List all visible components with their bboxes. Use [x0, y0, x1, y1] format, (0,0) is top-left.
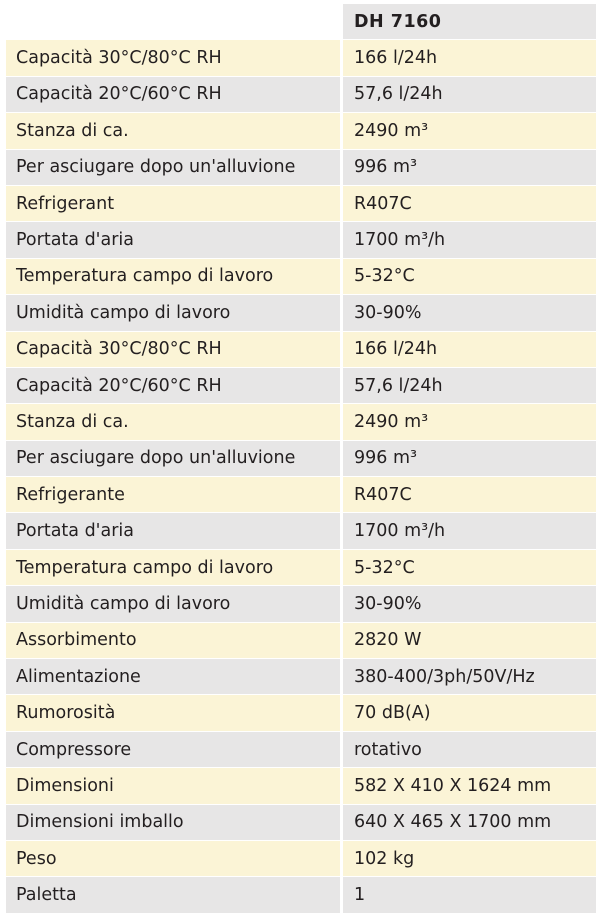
table-row	[6, 477, 596, 513]
spec-label: Stanza di ca.	[6, 404, 343, 439]
table-row	[6, 659, 596, 695]
spec-label: Dimensioni	[6, 768, 343, 803]
spec-value: 166 l/24h	[343, 332, 596, 367]
table-row	[6, 404, 596, 440]
spec-value: 996 m³	[343, 150, 596, 185]
product-name-header: DH 7160	[343, 4, 596, 39]
spec-label: Umidità campo di lavoro	[6, 295, 343, 330]
table-row	[6, 40, 596, 76]
spec-value: 640 X 465 X 1700 mm	[343, 805, 596, 840]
table-row	[6, 332, 596, 368]
spec-label: Peso	[6, 841, 343, 876]
table-row	[6, 150, 596, 186]
spec-value: R407C	[343, 186, 596, 221]
table-row	[6, 222, 596, 258]
header-empty-cell	[6, 4, 343, 39]
spec-value: R407C	[343, 477, 596, 512]
spec-value: 1700 m³/h	[343, 222, 596, 257]
spec-label: Refrigerante	[6, 477, 343, 512]
spec-label: Umidità campo di lavoro	[6, 586, 343, 621]
table-row	[6, 113, 596, 149]
spec-label: Rumorosità	[6, 695, 343, 730]
table-row	[6, 550, 596, 586]
spec-label: Paletta	[6, 877, 343, 912]
spec-label: Assorbimento	[6, 623, 343, 658]
spec-label: Temperatura campo di lavoro	[6, 259, 343, 294]
table-row	[6, 586, 596, 622]
spec-value: 2490 m³	[343, 113, 596, 148]
spec-value: 30-90%	[343, 586, 596, 621]
table-row	[6, 259, 596, 295]
table-row	[6, 441, 596, 477]
spec-value: 30-90%	[343, 295, 596, 330]
spec-value: 5-32°C	[343, 550, 596, 585]
table-row	[6, 186, 596, 222]
table-row	[6, 623, 596, 659]
spec-table	[6, 4, 596, 914]
table-row	[6, 513, 596, 549]
spec-label: Refrigerant	[6, 186, 343, 221]
spec-value: 5-32°C	[343, 259, 596, 294]
spec-label: Temperatura campo di lavoro	[6, 550, 343, 585]
table-row	[6, 841, 596, 877]
spec-value: 1	[343, 877, 596, 912]
spec-value: 582 X 410 X 1624 mm	[343, 768, 596, 803]
table-row	[6, 768, 596, 804]
table-row	[6, 805, 596, 841]
spec-label: Compressore	[6, 732, 343, 767]
spec-label: Dimensioni imballo	[6, 805, 343, 840]
spec-label: Capacità 30°C/80°C RH	[6, 332, 343, 367]
table-row	[6, 77, 596, 113]
spec-label: Capacità 20°C/60°C RH	[6, 368, 343, 403]
spec-label: Capacità 30°C/80°C RH	[6, 40, 343, 75]
spec-value: rotativo	[343, 732, 596, 767]
spec-value: 2820 W	[343, 623, 596, 658]
table-body	[6, 40, 596, 913]
spec-value: 57,6 l/24h	[343, 368, 596, 403]
table-row	[6, 695, 596, 731]
spec-label: Portata d'aria	[6, 513, 343, 548]
table-row	[6, 295, 596, 331]
spec-value: 57,6 l/24h	[343, 77, 596, 112]
spec-label: Capacità 20°C/60°C RH	[6, 77, 343, 112]
spec-value: 1700 m³/h	[343, 513, 596, 548]
spec-label: Stanza di ca.	[6, 113, 343, 148]
spec-label: Alimentazione	[6, 659, 343, 694]
spec-value: 996 m³	[343, 441, 596, 476]
spec-value: 2490 m³	[343, 404, 596, 439]
spec-value: 70 dB(A)	[343, 695, 596, 730]
table-row	[6, 368, 596, 404]
spec-value: 102 kg	[343, 841, 596, 876]
table-row	[6, 732, 596, 768]
spec-label: Per asciugare dopo un'alluvione	[6, 150, 343, 185]
spec-value: 166 l/24h	[343, 40, 596, 75]
spec-label: Portata d'aria	[6, 222, 343, 257]
spec-value: 380-400/3ph/50V/Hz	[343, 659, 596, 694]
table-header-row	[6, 4, 596, 40]
spec-label: Per asciugare dopo un'alluvione	[6, 441, 343, 476]
